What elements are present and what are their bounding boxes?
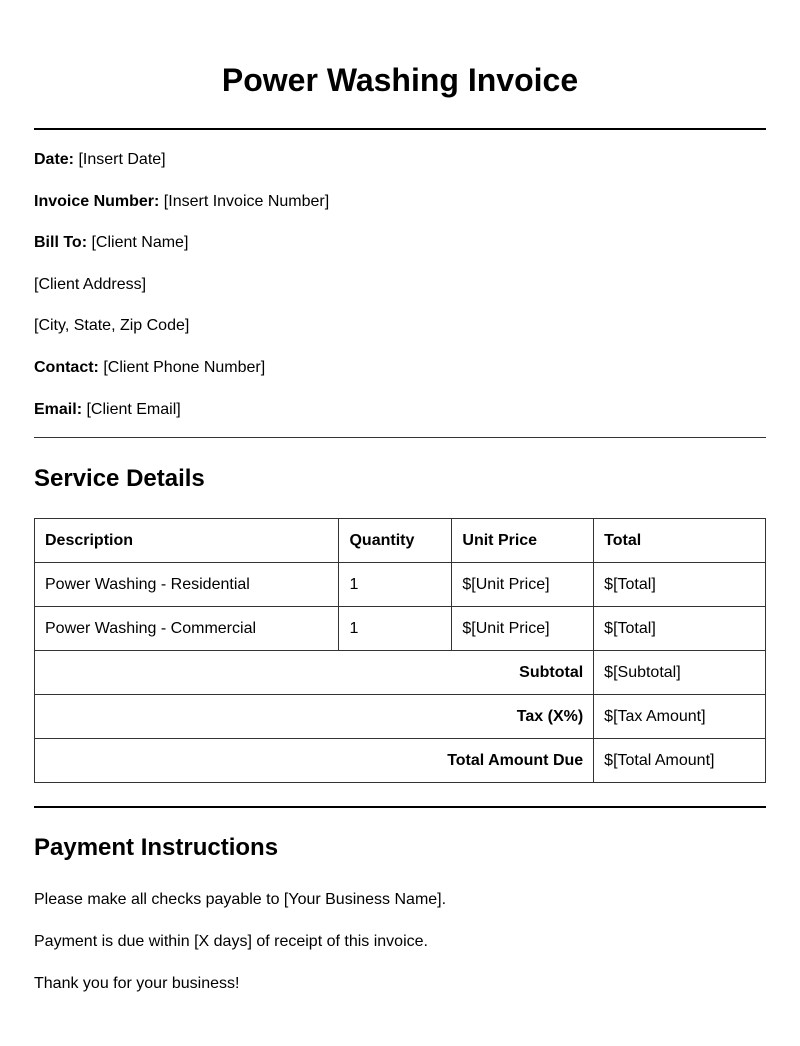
bill-to-value: [Client Name] [87, 234, 189, 251]
tax-value: $[Tax Amount] [594, 695, 766, 739]
row-description: Power Washing - Commercial [35, 607, 339, 651]
contact-value: [Client Phone Number] [98, 359, 266, 376]
total-due-row [35, 739, 766, 783]
invoice-number-label: Invoice Number: [34, 193, 160, 210]
row-total: $[Total] [594, 563, 766, 607]
payment-line-thanks: Thank you for your business! [34, 975, 240, 992]
invoice-number-value: [Insert Invoice Number] [159, 193, 330, 210]
email-line [34, 400, 181, 420]
header-unit-price: Unit Price [452, 519, 594, 563]
date-label: Date: [34, 151, 75, 168]
table-header-row [35, 519, 766, 563]
email-label: Email: [34, 401, 83, 418]
row-quantity: 1 [339, 607, 452, 651]
row-description: Power Washing - Residential [35, 563, 339, 607]
subtotal-label: Subtotal [35, 651, 594, 695]
info-divider [34, 437, 766, 438]
row-unit-price: $[Unit Price] [452, 563, 594, 607]
header-quantity: Quantity [339, 519, 452, 563]
service-divider [34, 806, 766, 808]
header-total: Total [594, 519, 766, 563]
bill-to-line [34, 233, 188, 253]
payment-instructions-heading: Payment Instructions [34, 834, 279, 861]
tax-row [35, 695, 766, 739]
date-value: [Insert Date] [74, 151, 166, 168]
table-row [35, 563, 766, 607]
client-address: [Client Address] [34, 276, 147, 293]
date-line [34, 150, 166, 170]
total-due-label: Total Amount Due [35, 739, 594, 783]
service-table [34, 518, 766, 783]
email-value: [Client Email] [82, 401, 181, 418]
title-divider [34, 128, 766, 130]
contact-line [34, 358, 265, 378]
bill-to-label: Bill To: [34, 234, 88, 251]
subtotal-row [35, 651, 766, 695]
table-row [35, 607, 766, 651]
subtotal-value: $[Subtotal] [594, 651, 766, 695]
row-unit-price: $[Unit Price] [452, 607, 594, 651]
contact-label: Contact: [34, 359, 99, 376]
service-details-heading: Service Details [34, 465, 205, 492]
payment-line-payable: Please make all checks payable to [Your Business Name]. [34, 891, 447, 908]
row-total: $[Total] [594, 607, 766, 651]
page-title: Power Washing Invoice [221, 62, 579, 98]
header-description: Description [35, 519, 339, 563]
client-city: [City, State, Zip Code] [34, 317, 190, 334]
payment-line-due: Payment is due within [X days] of receipt of this invoice. [34, 933, 428, 950]
tax-label: Tax (X%) [35, 695, 594, 739]
invoice-number-line [34, 192, 329, 212]
total-due-value: $[Total Amount] [594, 739, 766, 783]
row-quantity: 1 [339, 563, 452, 607]
